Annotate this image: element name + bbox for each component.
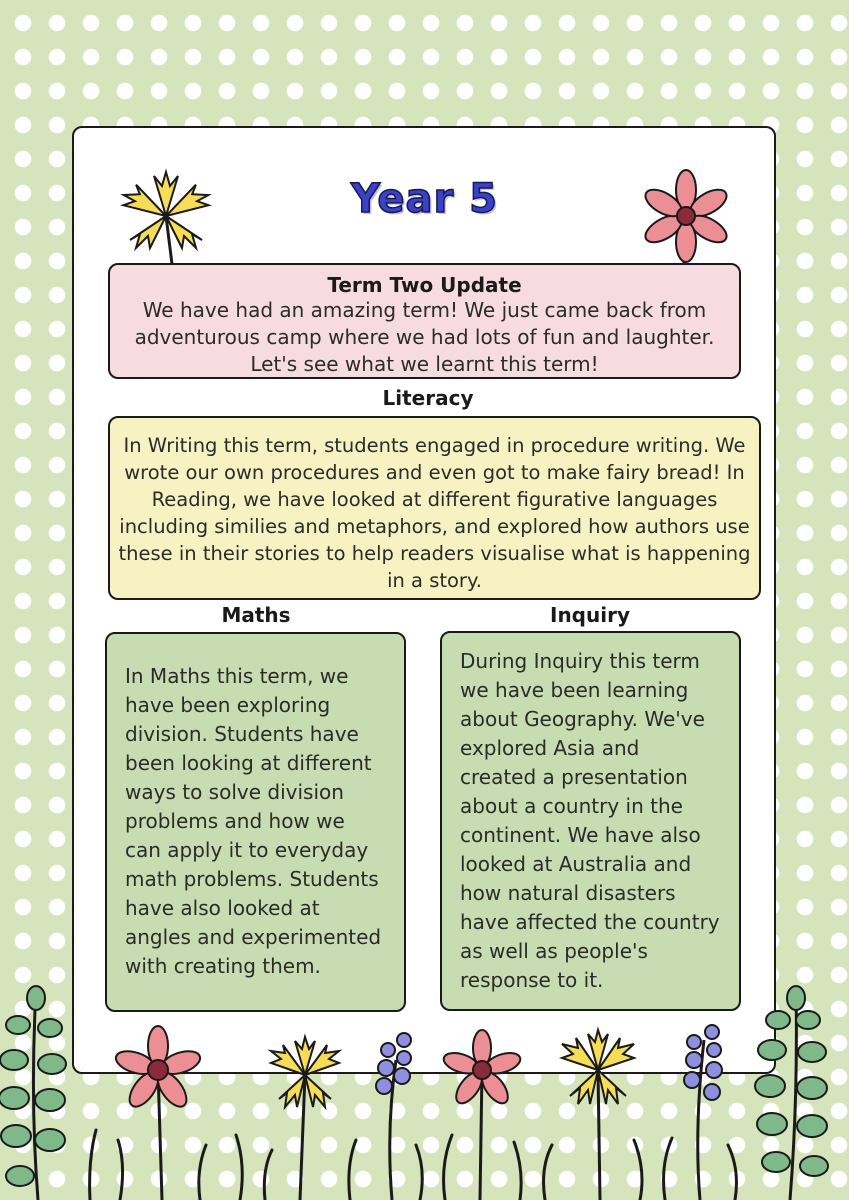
yellow-flower-bottom-right-icon [562,1030,634,1200]
blue-berry-left-icon [376,1033,411,1200]
page-title: Year 5 [351,176,498,222]
maths-box [105,632,406,1012]
yellow-flower-bottom-left-icon [271,1037,339,1200]
garden-border [0,980,849,1200]
maths-heading: Maths [221,603,291,627]
literacy-heading: Literacy [382,386,474,410]
term-update-heading: Term Two Update [327,273,522,297]
term-update-text: We have had an amazing term! We just came back from adventurous camp where we had lots of fun and laughter. Let's see what we learnt this term! [134,298,715,376]
blue-berry-right-icon [684,1025,722,1200]
maths-text: In Maths this term, we have been exploring division. Students have been looking at different ways to solve division problems and how we can apply it to everyday math problems. Students have also looked at angles and experimented with creating them. [125,664,382,978]
inquiry-text: During Inquiry this term we have been learning about Geography. We've explored Asia and created a presentation about a country in the continent. We have also looked at Australia and how natural disasters have affected the country as well as people's response to it. [460,649,720,992]
right-leaf-stem-icon [755,986,828,1200]
inquiry-heading: Inquiry [550,603,630,627]
pink-flower-center-icon [441,1030,523,1200]
left-leaf-stem-icon [0,986,66,1200]
inquiry-box [440,631,741,1011]
term-update-box [108,263,741,379]
literacy-text: In Writing this term, students engaged in procedure writing. We wrote our own procedures and even got to make fairy bread! In Reading, we have looked at different figurative languages including similies and metaphors, and explored how authors use these in their stories to help readers visualise what is happening in a story. [118,434,751,592]
literacy-box [108,416,761,600]
pink-flower-left-icon [113,1026,203,1200]
